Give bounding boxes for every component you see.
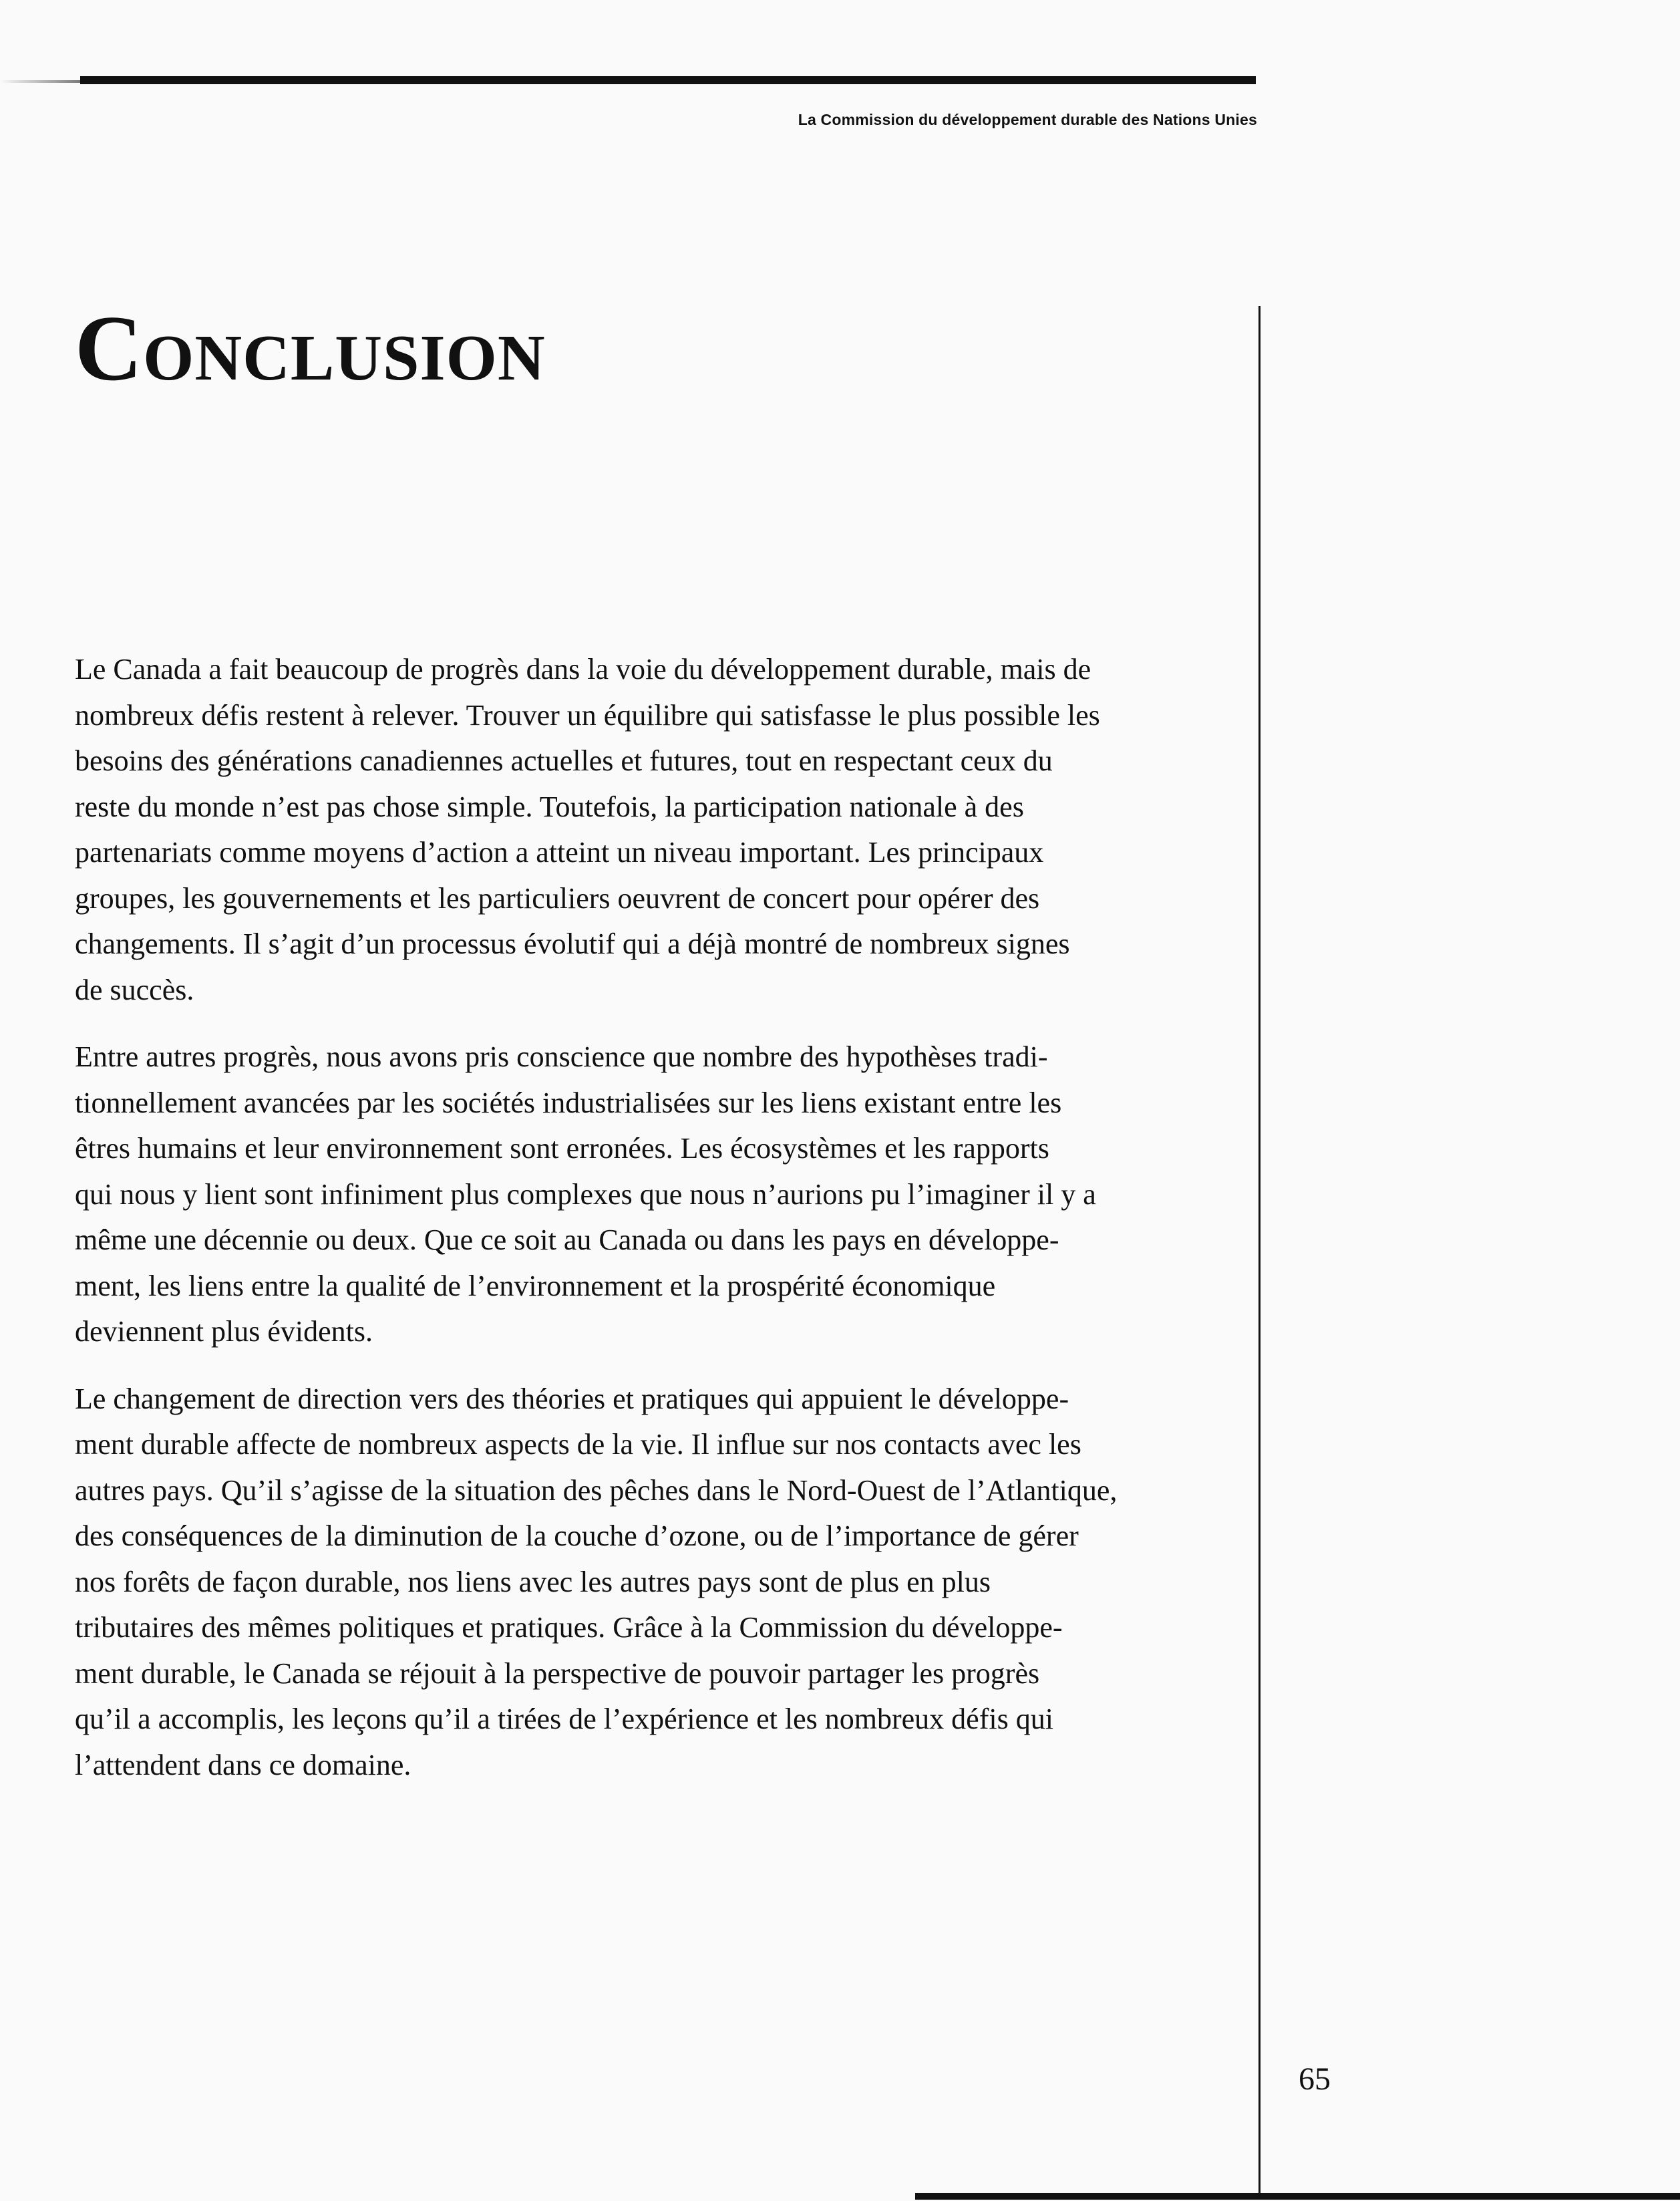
text-line: des conséquences de la diminution de la couche d’ozone, ou de l’importance de gérer <box>75 1519 1079 1552</box>
text-line: ment durable affecte de nombreux aspects de la vie. Il influe sur nos contacts avec les <box>75 1428 1081 1461</box>
text-line: même une décennie ou deux. Que ce soit au Canada ou dans les pays en développe- <box>75 1223 1059 1256</box>
paragraph-3 <box>75 1376 1250 1789</box>
text-line: changements. Il s’agit d’un processus évolutif qui a déjà montré de nombreux signes <box>75 927 1070 960</box>
text-line: êtres humains et leur environnement sont erronées. Les écosystèmes et les rapports <box>75 1132 1049 1165</box>
text-line: deviennent plus évidents. <box>75 1315 373 1348</box>
text-line: autres pays. Qu’il s’agisse de la situation des pêches dans le Nord-Ouest de l’Atlantique, <box>75 1473 1118 1507</box>
text-line: reste du monde n’est pas chose simple. Toutefois, la participation nationale à des <box>75 790 1024 823</box>
bottom-rule <box>915 2193 1680 2200</box>
page-number: 65 <box>1299 2061 1331 2097</box>
text-line: ment durable, le Canada se réjouit à la perspective de pouvoir partager les progrès <box>75 1656 1040 1690</box>
text-line: groupes, les gouvernements et les particuliers oeuvrent de concert pour opérer des <box>75 881 1040 915</box>
paragraph-1 <box>75 647 1250 1013</box>
text-line: de succès. <box>75 973 194 1006</box>
text-line: besoins des générations canadiennes actuelles et futures, tout en respectant ceux du <box>75 744 1053 777</box>
top-rule <box>80 76 1256 84</box>
text-line: nombreux défis restent à relever. Trouver un équilibre qui satisfasse le plus possible les <box>75 698 1100 732</box>
text-line: Entre autres progrès, nous avons pris conscience que nombre des hypothèses tradi- <box>75 1040 1048 1073</box>
text-line: qu’il a accomplis, les leçons qu’il a tirées de l’expérience et les nombreux défis qui <box>75 1703 1053 1735</box>
paragraph-2 <box>75 1034 1250 1355</box>
text-line: tributaires des mêmes politiques et pratiques. Grâce à la Commission du développe- <box>75 1611 1063 1644</box>
page-title: Conclusion <box>75 297 546 400</box>
text-line: tionnellement avancées par les sociétés industrialisées sur les liens existant entre les <box>75 1086 1062 1119</box>
top-rule-fade <box>0 80 94 83</box>
text-line: Le Canada a fait beaucoup de progrès dans la voie du développement durable, mais de <box>75 653 1091 686</box>
text-line: Le changement de direction vers des théories et pratiques qui appuient le développe- <box>75 1382 1069 1415</box>
text-line: ment, les liens entre la qualité de l’environnement et la prospérité économique <box>75 1269 996 1302</box>
text-line: qui nous y lient sont infiniment plus complexes que nous n’aurions pu l’imaginer il y a <box>75 1177 1096 1211</box>
text-line: partenariats comme moyens d’action a atteint un niveau important. Les principaux <box>75 836 1044 869</box>
running-header: La Commission du développement durable des Nations Unies <box>798 111 1257 128</box>
vertical-rule <box>1258 306 1261 2197</box>
body-text <box>75 647 1250 1809</box>
text-line: l’attendent dans ce domaine. <box>75 1748 411 1781</box>
text-line: nos forêts de façon durable, nos liens avec les autres pays sont de plus en plus <box>75 1565 991 1598</box>
